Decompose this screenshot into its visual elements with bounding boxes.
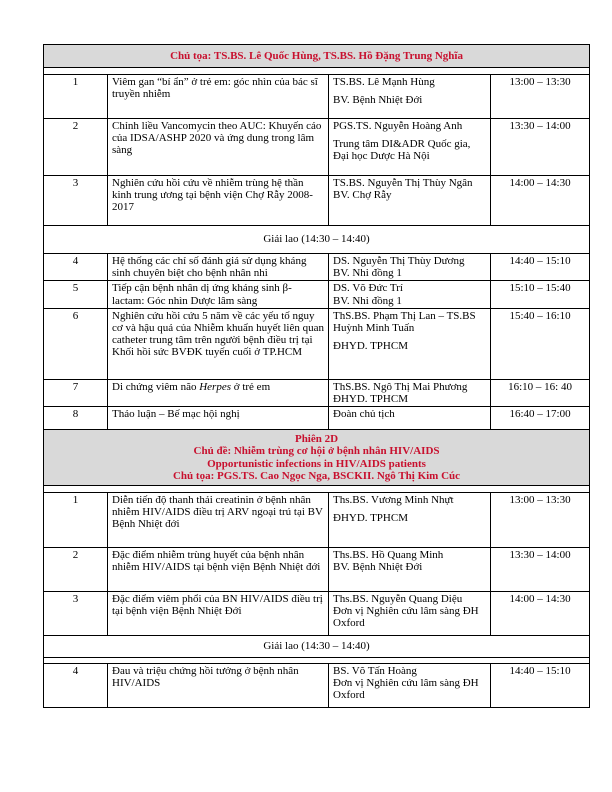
talk-title: Đau và triệu chứng hồi tưởng ở bệnh nhân HIV/AIDS — [108, 664, 329, 708]
session-topic-english: Opportunistic infections in HIV/AIDS patients — [207, 457, 426, 470]
table-row — [44, 254, 590, 281]
row-number: 3 — [44, 592, 108, 636]
time-slot: 16:40 – 17:00 — [491, 407, 590, 430]
table-row — [44, 119, 590, 176]
speaker-name: Ths.BS. Vương Minh Nhựt — [333, 494, 454, 507]
talk-title: Nghiên cứu hồi cứu 5 năm về các yếu tố nguy cơ và hậu quả của Nhiễm khuẩn huyết liên quan catheter trung tâm trên người bệnh điều trị tại Khối hồi sức BVĐK tuyến cuối ở TP.HCM — [108, 308, 329, 379]
speaker-cell — [329, 548, 491, 592]
speaker-cell — [329, 493, 491, 548]
speaker-cell — [329, 281, 491, 308]
talk-title-start: Di chứng viêm não — [112, 380, 200, 393]
table-row — [44, 548, 590, 592]
speaker-affiliation: BV. Bệnh Nhiệt Đới — [333, 94, 423, 107]
speaker-affiliation: BV. Nhi đồng 1 — [333, 267, 402, 280]
table-row — [44, 592, 590, 636]
speaker-affiliation: BV. Chợ Rẫy — [333, 189, 392, 202]
talk-title-end: ở trẻ em — [231, 380, 271, 393]
speaker-affiliation: ĐHYD. TPHCM — [333, 512, 408, 525]
speaker-cell — [329, 592, 491, 636]
speaker-affiliation: BV. Nhi đồng 1 — [333, 294, 402, 307]
speaker-name: BS. Võ Tấn Hoàng — [333, 665, 417, 678]
talk-title — [108, 379, 329, 406]
speaker-name: ThS.BS. Ngô Thị Mai Phương — [333, 380, 468, 393]
speaker-affiliation: ĐHYD. TPHCM — [333, 393, 408, 406]
table-row — [44, 379, 590, 406]
talk-title: Thảo luận – Bế mạc hội nghị — [108, 407, 329, 430]
speaker-name: Đoàn chủ tịch — [329, 407, 491, 430]
row-number: 6 — [44, 308, 108, 379]
speaker-name: TS.BS. Lê Mạnh Hùng — [333, 76, 435, 88]
speaker-name: DS. Nguyễn Thị Thùy Dương — [333, 255, 465, 267]
table-row — [44, 281, 590, 308]
time-slot: 14:00 – 14:30 — [491, 176, 590, 226]
speaker-cell — [329, 308, 491, 379]
talk-title: Tiếp cận bệnh nhân dị ứng kháng sinh β-lactam: Góc nhìn Dược lâm sàng — [108, 281, 329, 308]
time-slot: 14:40 – 15:10 — [491, 664, 590, 708]
time-slot: 14:40 – 15:10 — [491, 254, 590, 281]
row-number: 2 — [44, 548, 108, 592]
table-row — [44, 68, 590, 75]
talk-title: Hệ thống các chỉ số đánh giá sử dụng kháng sinh chuyên biệt cho bệnh nhân nhi — [108, 254, 329, 281]
spacer-row — [44, 68, 590, 75]
session-topic: Chủ đề: Nhiễm trùng cơ hội ở bệnh nhân HIV/AIDS — [193, 445, 440, 458]
talk-title: Chỉnh liều Vancomycin theo AUC: Khuyến cáo của IDSA/ASHP 2020 và ứng dung trong lâm sàng — [108, 119, 329, 176]
speaker-name: Ths.BS. Hồ Quang Minh — [333, 549, 444, 562]
speaker-affiliation: Trung tâm DI&ADR Quốc gia, Đại học Dược Hà Nội — [333, 138, 471, 163]
table-row — [44, 493, 590, 548]
row-number: 2 — [44, 119, 108, 176]
speaker-affiliation: Đơn vị Nghiên cứu lâm sàng ĐH Oxford — [333, 605, 479, 630]
time-slot: 14:00 – 14:30 — [491, 592, 590, 636]
talk-title: Đặc điểm viêm phổi của BN HIV/AIDS điều trị tại bệnh viện Bệnh Nhiệt Đới — [108, 592, 329, 636]
speaker-name: PGS.TS. Nguyễn Hoàng Anh — [333, 120, 463, 132]
row-number: 1 — [44, 493, 108, 548]
row-number: 8 — [44, 407, 108, 430]
speaker-name: ThS.BS. Phạm Thị Lan – TS.BS Huỳnh Minh Tuấn — [333, 309, 476, 335]
talk-title: Viêm gan “bí ẩn” ở trẻ em: góc nhìn của bác sĩ truyền nhiễm — [108, 75, 329, 119]
session-header-row — [44, 430, 590, 486]
talk-title: Diễn tiến độ thanh thải creatinin ở bệnh nhân nhiễm HIV/AIDS điều trị ARV ngoại trú tại BV Bệnh Nhiệt đới — [108, 493, 329, 548]
speaker-name: DS. Võ Đức Trí — [333, 282, 403, 295]
row-number: 1 — [44, 75, 108, 119]
speaker-affiliation: BV. Bệnh Nhiệt Đới — [333, 561, 423, 574]
talk-title-italic: Herpes — [199, 380, 232, 393]
session-chair: Chủ tọa: PGS.TS. Cao Ngọc Nga, BSCKII. Ngô Thị Kim Cúc — [172, 469, 461, 482]
row-number: 3 — [44, 176, 108, 226]
speaker-name: TS.BS. Nguyễn Thị Thùy Ngân — [333, 177, 473, 189]
row-number: 7 — [44, 379, 108, 406]
talk-title: Nghiên cứu hồi cứu về nhiễm trùng hệ thần kinh trung ương tại bệnh viện Chợ Rẫy 2008-2017 — [108, 176, 329, 226]
time-slot: 16:10 – 16: 40 — [491, 379, 590, 406]
table-row — [44, 308, 590, 379]
break-row — [44, 226, 590, 254]
table-row — [44, 75, 590, 119]
time-slot: 13:00 – 13:30 — [491, 75, 590, 119]
speaker-name: Ths.BS. Nguyễn Quang Diệu — [333, 593, 463, 606]
speaker-cell — [329, 176, 491, 226]
break-label: Giải lao (14:30 – 14:40) — [44, 226, 590, 254]
table-row — [44, 407, 590, 430]
time-slot: 15:40 – 16:10 — [491, 308, 590, 379]
time-slot: 13:30 – 14:00 — [491, 548, 590, 592]
speaker-affiliation: Đơn vị Nghiên cứu lâm sàng ĐH Oxford — [333, 677, 479, 702]
table-row — [44, 486, 590, 493]
row-number: 4 — [44, 664, 108, 708]
break-row — [44, 636, 590, 658]
time-slot: 15:10 – 15:40 — [491, 281, 590, 308]
row-number: 4 — [44, 254, 108, 281]
speaker-cell — [329, 379, 491, 406]
break-label: Giải lao (14:30 – 14:40) — [44, 636, 590, 658]
session-title: Phiên 2D — [294, 433, 339, 446]
schedule-table — [43, 44, 590, 708]
session-chair: Chủ tọa: TS.BS. Lê Quốc Hùng, TS.BS. Hồ Đặng Trung Nghĩa — [44, 45, 590, 68]
chair-row — [44, 45, 590, 68]
talk-title: Đặc điểm nhiễm trùng huyết của bệnh nhân nhiễm HIV/AIDS tại bệnh viện Bệnh Nhiệt đới — [108, 548, 329, 592]
time-slot: 13:00 – 13:30 — [491, 493, 590, 548]
speaker-cell — [329, 254, 491, 281]
table-row — [44, 664, 590, 708]
row-number: 5 — [44, 281, 108, 308]
speaker-cell — [329, 75, 491, 119]
speaker-affiliation: ĐHYD. TPHCM — [333, 340, 408, 353]
time-slot: 13:30 – 14:00 — [491, 119, 590, 176]
speaker-cell — [329, 119, 491, 176]
speaker-cell — [329, 664, 491, 708]
session-header — [44, 430, 590, 486]
spacer-row — [44, 486, 590, 493]
table-row — [44, 176, 590, 226]
